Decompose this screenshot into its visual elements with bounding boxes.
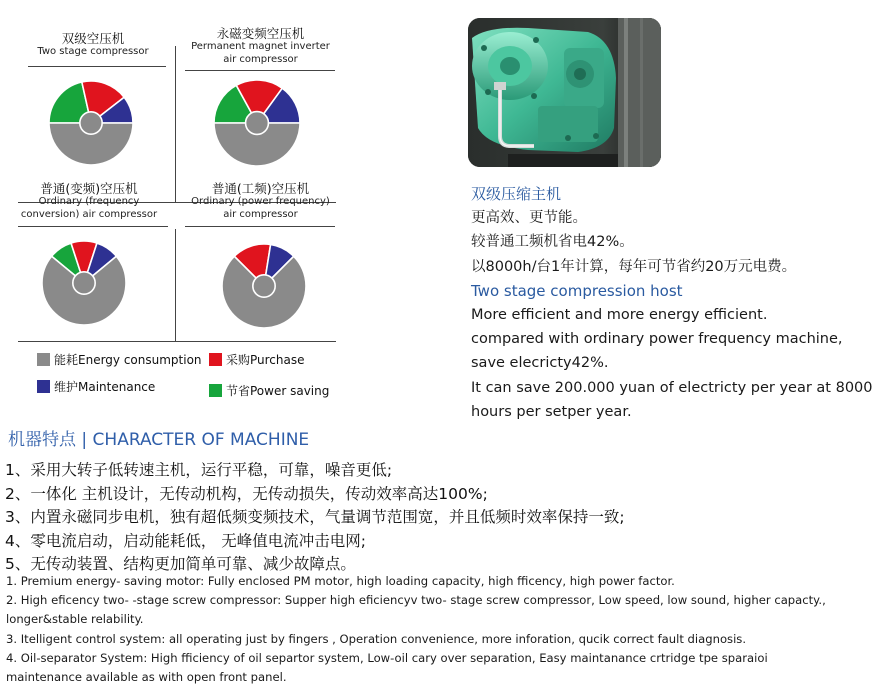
character-list-en [6,572,882,687]
character-item-en: longer&stable relability. [6,612,144,627]
pie-title-en: air compressor [223,54,298,65]
pie-chart-two-stage [48,80,134,166]
legend-energy [37,351,202,368]
pie-title-en: Ordinary (power frequency) [191,196,330,207]
legend-swatch-gray [37,353,50,366]
grid-divider-vertical-bottom [175,229,176,342]
caption-underline [185,226,335,227]
pie-chart-pm-inverter [213,79,301,167]
host-line-en: save elecricty42%. [471,355,609,372]
host-line-zh: 更高效、更节能。 [471,210,587,227]
character-item-zh: 3、内置永磁同步电机，独有超低频变频技术，气量调节范围宽，并且低频时效率保持一致; [5,508,625,527]
pie-center-hub [80,112,102,134]
legend-maintenance [37,378,155,395]
pie-caption-ordinary-power-frequency [183,182,338,221]
pie-title-zh: 双级空压机 [61,31,125,46]
pie-chart-ordinary-frequency-conversion [41,240,127,326]
host-line-en: hours per setper year. [471,403,632,420]
host-title-en: Two stage compression host [471,281,683,300]
pie-center-hub [73,272,95,294]
legend-swatch-blue [37,380,50,393]
grid-divider-bottom [18,341,336,342]
caption-underline [185,70,335,71]
pie-caption-two-stage [18,32,168,58]
pie-caption-ordinary-frequency-conversion [10,182,168,221]
host-description [471,182,881,424]
character-item-en: 2. High eficency two- -stage screw compressor: Supper high eficiencyv two- stage screw compressor, Low speed, low sound, higher capacty., [6,593,826,608]
legend-purchase [209,351,305,368]
pie-title-zh: 普通(变频)空压机 [40,181,138,196]
pie-title-zh: 普通(工频)空压机 [211,181,310,196]
character-item-zh: 4、零电流启动，启动能耗低， 无峰值电流冲击电网; [5,531,367,550]
character-item-zh: 5、无传动装置、结构更加简单可靠、减少故障点。 [5,555,356,574]
legend-label: 维护Maintenance [54,380,156,394]
pie-title-en: air compressor [223,209,298,220]
character-item-zh: 2、一体化 主机设计，无传动机构，无传动损失，传动效率高达100%; [5,484,488,503]
legend-label: 能耗Energy consumption [54,353,202,367]
host-line-zh: 较普通工频机省电42%。 [471,234,634,251]
character-section-title: 机器特点 | CHARACTER OF MACHINE [8,430,310,450]
pie-caption-pm-inverter [183,27,338,66]
host-line-en: It can save 200.000 yuan of electricty per year at 8000 [471,379,873,396]
pie-title-en: Ordinary (frequency [38,196,140,207]
caption-underline [28,66,166,67]
character-item-en: 3. Itelligent control system: all operating just by fingers , Operation convenience, more inforation, qucik correct fault diagnosis. [6,631,747,646]
host-title-zh: 双级压缩主机 [471,185,562,203]
legend-label: 节省Power saving [226,384,330,398]
pie-title-en: Two stage compressor [37,46,149,57]
legend-swatch-red [209,353,222,366]
character-item-en: 4. Oil-separator System: High fficiency of oil separtor system, Low-oil cary over separation, Easy maintanance crtridge tpe sparaioi [6,650,768,665]
character-item-en: maintenance available as with open front panel. [6,670,287,685]
pie-center-hub [246,112,269,135]
caption-underline [18,226,168,227]
pie-chart-ordinary-power-frequency [221,243,307,329]
grid-divider-vertical-top [175,46,176,202]
legend-swatch-green [209,384,222,397]
character-item-zh: 1、采用大转子低转速主机，运行平稳，可靠，噪音更低; [5,461,393,479]
host-line-en: compared with ordinary power frequency machine, [471,331,843,348]
pie-center-hub [253,275,275,297]
host-line-zh: 以8000h/台1年计算，每年可节省约20万元电费。 [471,258,797,275]
character-list-zh [5,459,880,577]
character-item-en: 1. Premium energy- saving motor: Fully enclosed PM motor, high loading capacity, high fficency, high power factor. [6,574,675,588]
compressor-host-photo [468,18,661,167]
legend-saving [209,382,329,399]
pie-title-en: conversion) air compressor [20,209,158,220]
pie-title-en: Permanent magnet inverter [191,41,330,52]
pie-title-zh: 永磁变频空压机 [216,26,305,41]
host-line-en: More efficient and more energy efficient. [471,307,768,324]
compressor-illustration [468,18,661,167]
legend-label: 采购Purchase [226,353,305,367]
